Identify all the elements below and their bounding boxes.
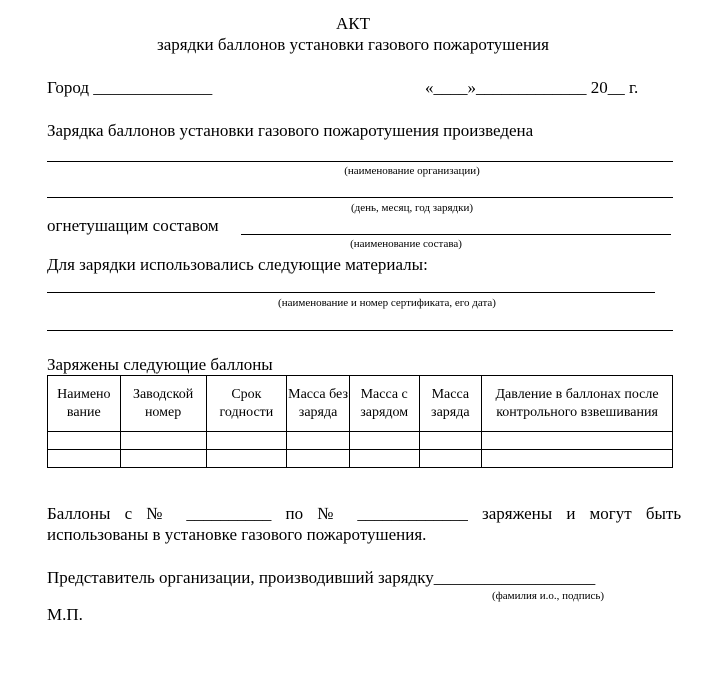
header-serial-number: Заводской номер [120, 376, 206, 432]
stamp-label: М.П. [47, 605, 83, 624]
conclusion-word: заряжены [482, 504, 553, 523]
conclusion-line-2: использованы в установке газового пожаротушения. [47, 525, 427, 544]
charge-date-line [47, 197, 673, 198]
certificate-caption: (наименование и номер сертификата, его дата) [278, 297, 496, 309]
city-field: Город ______________ [47, 78, 213, 97]
table-cell [206, 450, 287, 468]
conclusion-word: по [285, 504, 304, 523]
header-mass-empty: Масса без заряда [287, 376, 350, 432]
agent-line [241, 234, 671, 235]
table-cell [120, 450, 206, 468]
header-mass-charged: Масса с зарядом [349, 376, 419, 432]
table-cell [482, 432, 673, 450]
charge-date-caption: (день, месяц, год зарядки) [350, 202, 474, 214]
materials-label: Для зарядки использовались следующие материалы: [47, 255, 428, 274]
table-cell [349, 432, 419, 450]
document-subtitle: зарядки баллонов установки газового пожаротушения [157, 35, 549, 54]
table-cell [48, 450, 121, 468]
organization-line [47, 161, 673, 162]
table-header-row [48, 376, 673, 432]
header-pressure: Давление в баллонах после контрольного взвешивания [482, 376, 673, 432]
table-cell [349, 450, 419, 468]
header-charge-mass: Масса заряда [419, 376, 482, 432]
header-expiry: Срок годности [206, 376, 287, 432]
conclusion-word: Баллоны [47, 504, 111, 523]
table-cell [419, 450, 482, 468]
document-title: АКТ [336, 14, 370, 33]
table-cell [120, 432, 206, 450]
table-cell [482, 450, 673, 468]
cylinders-table [47, 375, 673, 468]
conclusion-blank: __________ [186, 504, 272, 523]
charged-by-label: Зарядка баллонов установки газового пожаротушения произведена [47, 121, 534, 140]
table-cell [48, 432, 121, 450]
conclusion-word: могут [589, 504, 632, 523]
conclusion-line-1 [47, 504, 681, 524]
conclusion-word: № [146, 504, 173, 523]
conclusion-word: быть [645, 504, 682, 523]
table-cell [206, 432, 287, 450]
header-name: Наимено вание [48, 376, 121, 432]
conclusion-word: с [124, 504, 133, 523]
extra-line [47, 330, 673, 331]
table-cell [287, 450, 350, 468]
certificate-line [47, 292, 655, 293]
table-cell [287, 432, 350, 450]
table-row [48, 432, 673, 450]
representative-label: Представитель организации, производивший зарядку___________________ [47, 568, 596, 587]
table-row [48, 450, 673, 468]
table-cell [419, 432, 482, 450]
conclusion-word: № [317, 504, 344, 523]
agent-label: огнетушащим составом [47, 216, 219, 235]
date-field: «____»_____________ 20__ г. [425, 78, 639, 97]
organization-caption: (наименование организации) [344, 165, 480, 177]
agent-caption: (наименование состава) [350, 238, 462, 250]
conclusion-blank: _____________ [357, 504, 468, 523]
conclusion-word: и [566, 504, 576, 523]
signature-caption: (фамилия и.о., подпись) [492, 590, 605, 602]
cylinders-label: Заряжены следующие баллоны [47, 355, 273, 374]
